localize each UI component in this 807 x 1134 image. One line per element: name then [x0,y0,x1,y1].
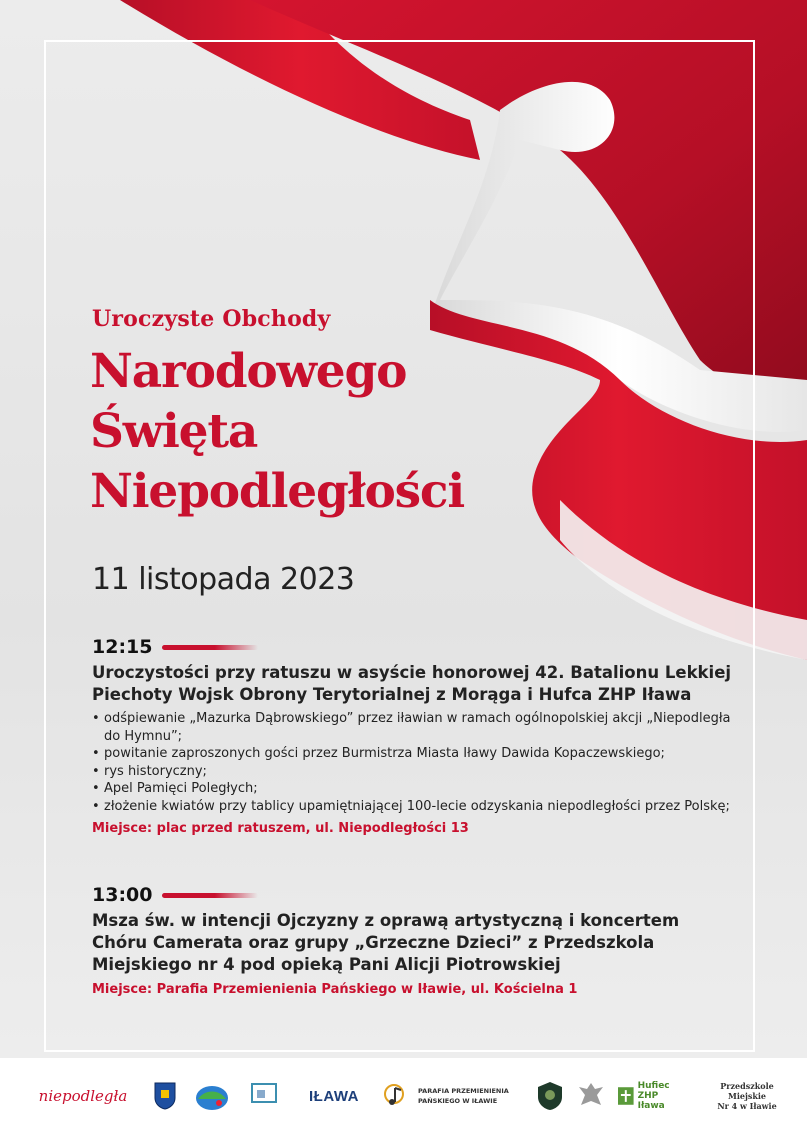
niepodlegla-logo [28,1076,138,1116]
music-note-icon [380,1076,408,1116]
ilawa-logo [296,1076,372,1116]
military-unit-emblem-icon [534,1076,566,1116]
schedule-time: 12:15 [92,636,153,658]
schedule-place: Miejsce: plac przed ratuszem, ul. Niepodległości 13 [92,821,469,836]
schedule-place: Miejsce: Parafia Przemienienia Pańskiego w Iławie, ul. Kościelna 1 [92,982,578,997]
schedule-item [92,884,732,997]
event-title [90,342,464,522]
list-item: • odśpiewanie „Mazurka Dąbrowskiego” przez iławian w ramach ogólnopolskiej akcji „Niepodległa do Hymnu”; [92,710,732,745]
ilawa-logo-text: IŁAWA [309,1087,359,1105]
time-divider [162,893,258,898]
list-item: • powitanie zaproszonych gości przez Burmistrza Miasta Iławy Dawida Kopaczewskiego; [92,745,732,763]
niepodlegla-logo-text: niepodległa [38,1087,128,1105]
zhp-cross-icon [618,1087,634,1105]
schedule-program-list [92,710,732,815]
territorial-defense-eagle-icon [574,1076,608,1116]
schedule-title: Uroczystości przy ratuszu w asyście honorowej 42. Batalionu Lekkiej Piechoty Wojsk Obrony Terytorialnej z Morąga i Hufca ZHP Iława [92,663,732,704]
hufiec-logo-text: Hufiec ZHP [637,1081,670,1101]
list-item: • Apel Pamięci Poległych; [92,780,732,798]
partner-logos-footer [0,1058,807,1134]
hufiec-zhp-badge [618,1081,692,1111]
event-title-line: Narodowego [90,344,407,399]
parafia-logo [418,1076,522,1116]
schedule-time: 13:00 [92,884,153,906]
parafia-logo-text: PAŃSKIEGO W IŁAWIE [418,1097,498,1105]
event-title-line: Święta [90,404,258,459]
city-crest-icon [150,1076,180,1116]
przedszkole-logo [700,1076,794,1116]
regional-logo-icon [192,1076,232,1116]
przedszkole-logo-text: Nr 4 w Iławie [717,1101,777,1111]
list-item: • złożenie kwiatów przy tablicy upamiętniającej 100-lecie odzyskania niepodległości przez Polskę; [92,798,732,816]
event-date: 11 listopada 2023 [92,562,355,597]
list-item: • rys historyczny; [92,763,732,781]
event-subtitle: Uroczyste Obchody [92,306,331,332]
parafia-logo-text: PARAFIA PRZEMIENIENIA [418,1087,509,1095]
time-divider [162,645,258,650]
cultural-center-logo-icon [244,1076,284,1116]
schedule-item [92,636,732,836]
hufiec-logo-text: Iława [637,1101,665,1111]
przedszkole-logo-text: Przedszkole Miejskie [720,1081,774,1101]
hufiec-zhp-logo [618,1076,692,1116]
schedule-title: Msza św. w intencji Ojczyzny z oprawą artystyczną i koncertem Chóru Camerata oraz grupy „Grzeczne Dzieci” z Przedszkola Miejskiego nr 4 pod opieką Pani Alicji Piotrowskiej [92,911,680,974]
event-title-line: Niepodległości [90,464,464,519]
